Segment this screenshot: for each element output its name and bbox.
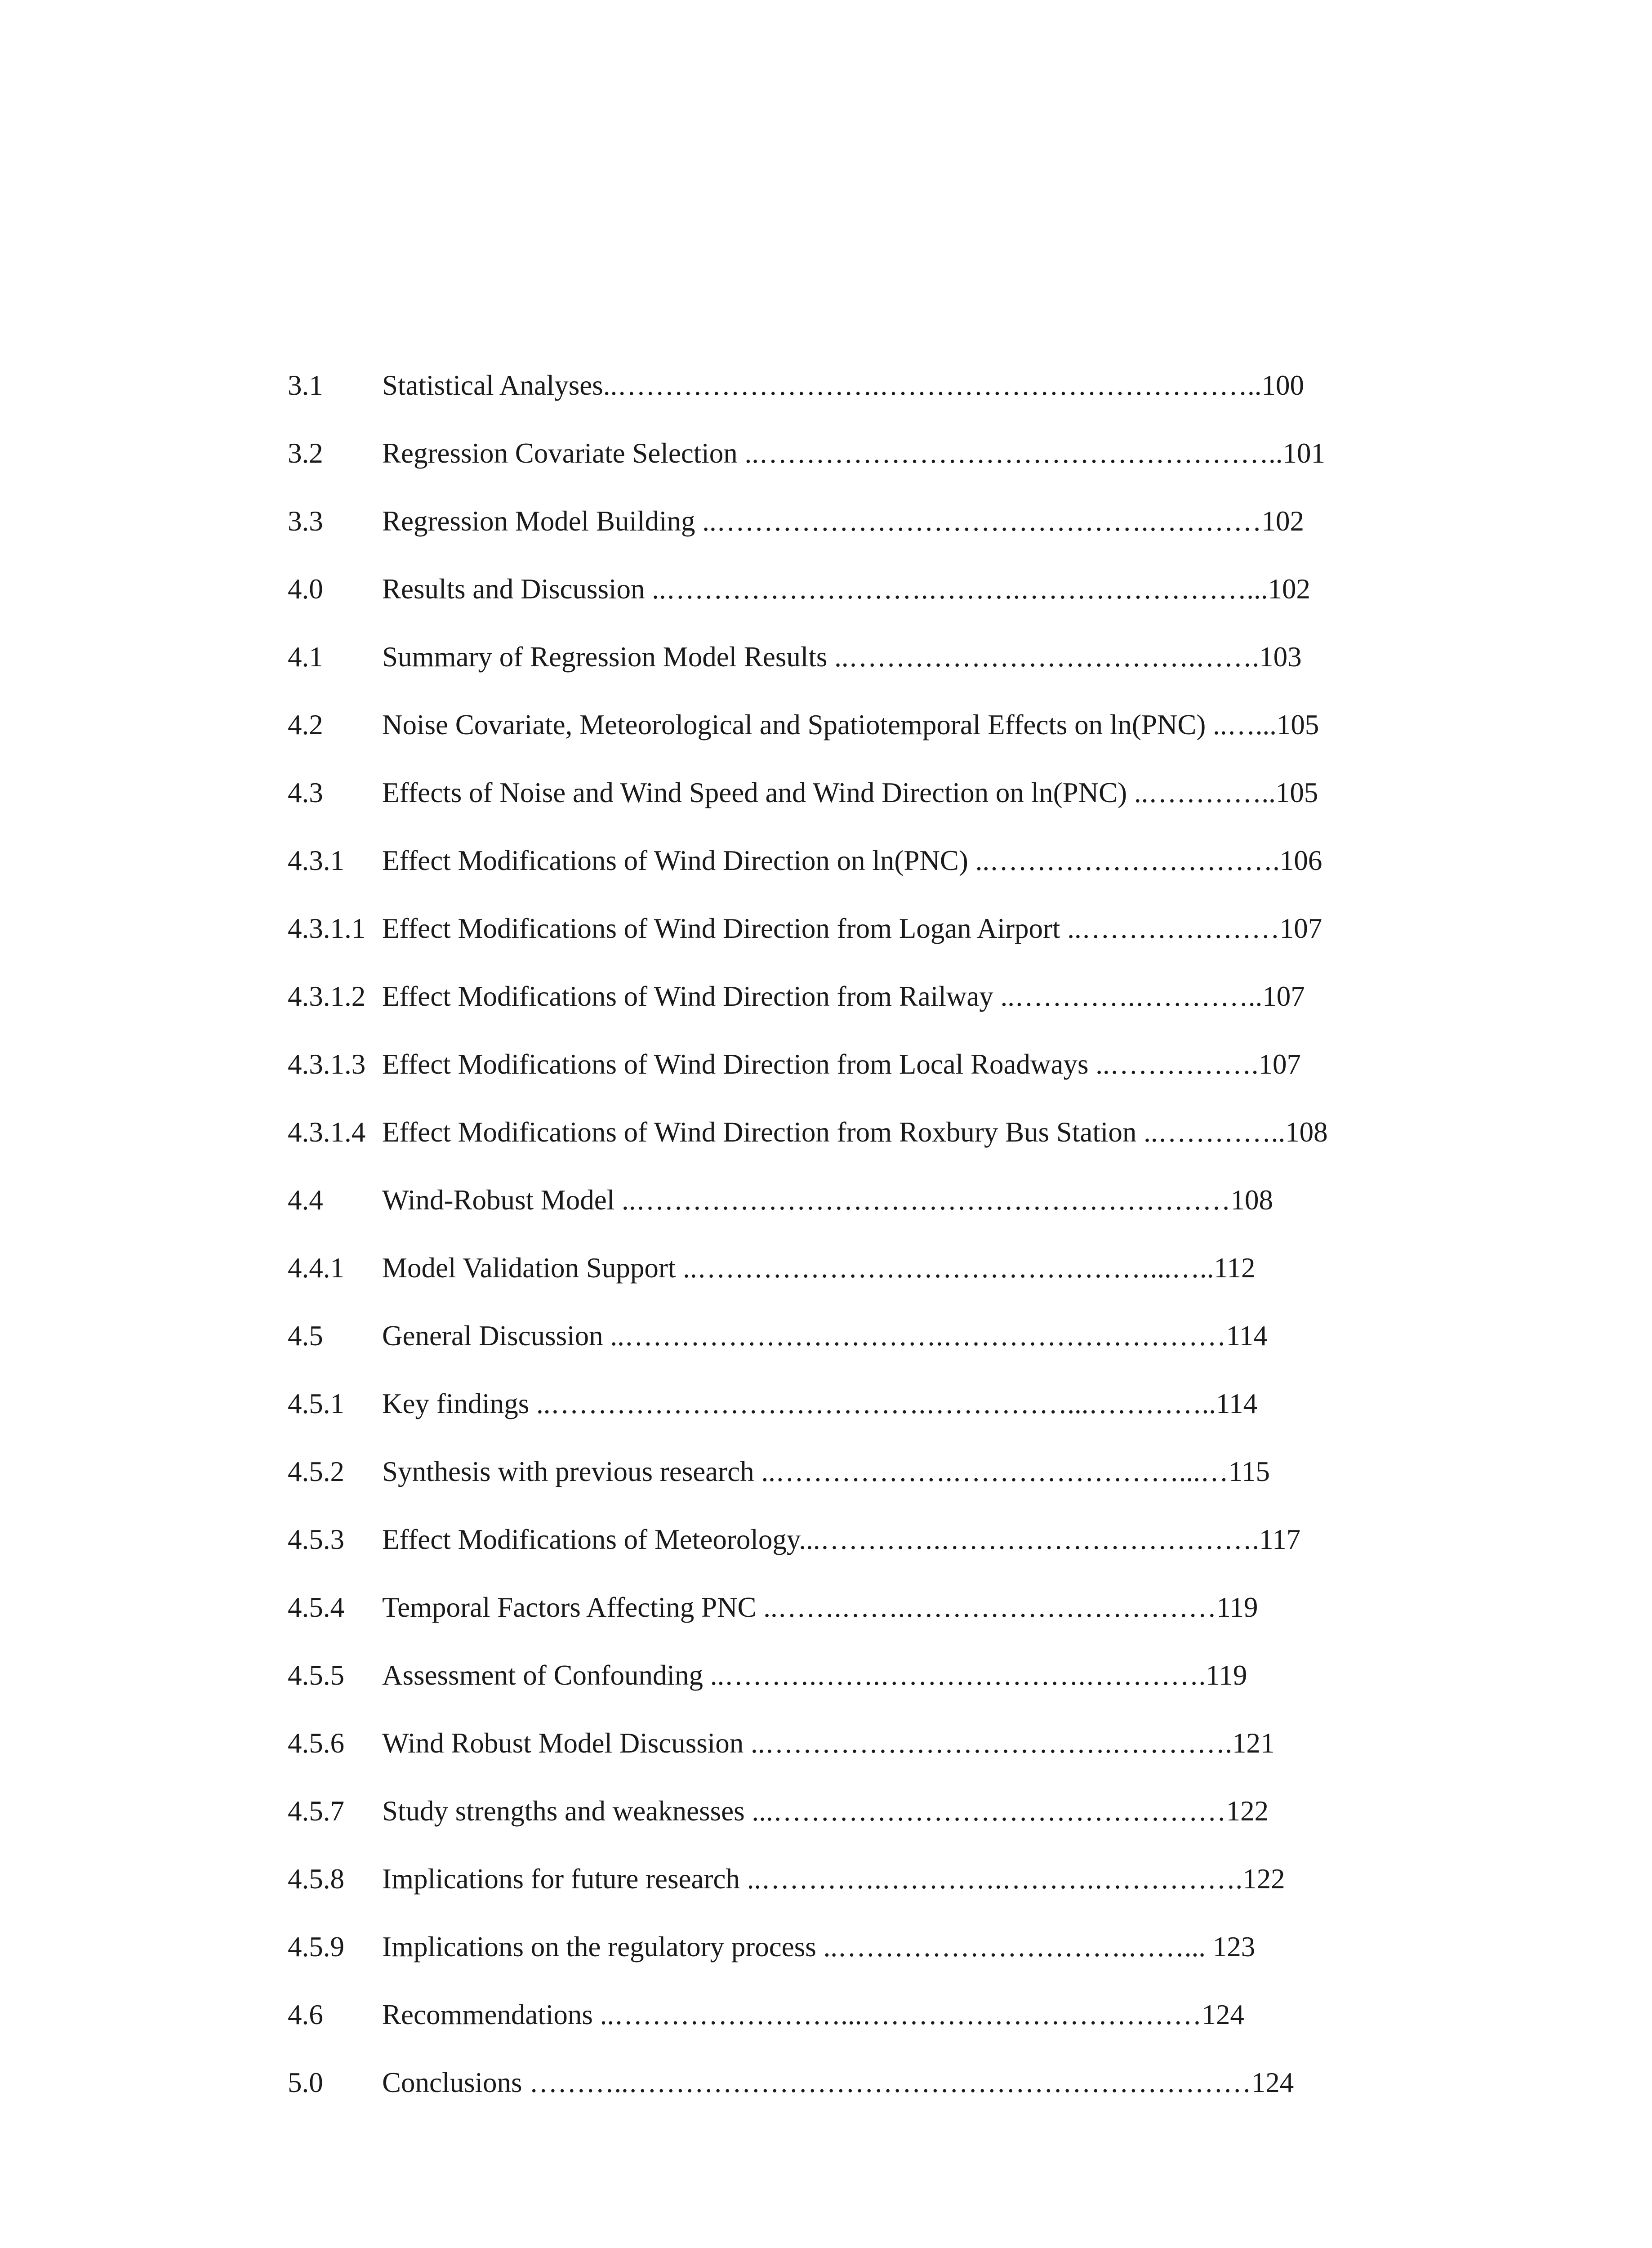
section-title-and-page: Summary of Regression Model Results ..……………………………….…….103 [382, 641, 1302, 673]
section-title-and-page: Assessment of Confounding ..……….…….………………….………….119 [382, 1659, 1247, 1691]
section-number: 4.4 [288, 1184, 323, 1216]
section-number: 4.5.7 [288, 1795, 344, 1827]
section-number: 4.5.3 [288, 1524, 344, 1555]
section-number: 4.3.1 [288, 845, 344, 876]
toc-entry [288, 1716, 1403, 1770]
section-number: 3.3 [288, 505, 323, 537]
section-number: 4.3 [288, 777, 323, 808]
section-title-and-page: Effect Modifications of Wind Direction on ln(PNC) ..………………………….106 [382, 845, 1322, 876]
toc-entry [288, 1988, 1403, 2042]
section-title-and-page: Regression Covariate Selection ..………………………………………………..101 [382, 437, 1326, 469]
section-title-and-page: Wind-Robust Model ..………………………………………………………108 [382, 1184, 1273, 1216]
section-number: 4.5.4 [288, 1592, 344, 1623]
toc-entry [288, 562, 1403, 616]
section-number: 4.3.1.2 [288, 981, 366, 1012]
toc-entry [288, 766, 1403, 820]
toc-entry [288, 630, 1403, 684]
toc-entry [288, 1580, 1403, 1634]
section-title-and-page: Effect Modifications of Wind Direction from Logan Airport ..…………………107 [382, 913, 1322, 944]
toc-entry [288, 1784, 1403, 1838]
toc-entry [288, 494, 1403, 548]
section-number: 4.5.1 [288, 1388, 344, 1419]
section-title-and-page: Conclusions ………..…………………………………………………………124 [382, 2067, 1294, 2098]
section-number: 4.5.5 [288, 1659, 344, 1691]
section-number: 4.2 [288, 709, 323, 740]
section-number: 4.4.1 [288, 1252, 344, 1284]
section-number: 4.6 [288, 1999, 323, 2030]
toc-entry [288, 1852, 1403, 1906]
section-number: 4.5 [288, 1320, 323, 1351]
section-title-and-page: Statistical Analyses..……………………….…………………………………..100 [382, 370, 1304, 401]
toc-entry [288, 1648, 1403, 1702]
toc-entry [288, 1037, 1403, 1091]
section-number: 5.0 [288, 2067, 323, 2098]
section-title-and-page: Effects of Noise and Wind Speed and Wind Direction on ln(PNC) ..…………..105 [382, 777, 1318, 808]
section-title-and-page: General Discussion ..…………………………….…………………………114 [382, 1320, 1268, 1351]
toc-entry [288, 1309, 1403, 1363]
section-number: 4.3.1.1 [288, 913, 366, 944]
section-number: 3.2 [288, 437, 323, 469]
section-number: 4.1 [288, 641, 323, 673]
toc-entry [288, 426, 1403, 480]
toc-entry [288, 1445, 1403, 1499]
section-title-and-page: Effect Modifications of Wind Direction from Railway ..………….…………..107 [382, 981, 1305, 1012]
toc-entry [288, 2056, 1403, 2110]
toc-entry [288, 1377, 1403, 1431]
section-number: 4.5.2 [288, 1456, 344, 1487]
section-number: 4.5.9 [288, 1931, 344, 1963]
section-title-and-page: Results and Discussion ..……………………….……….……………………...102 [382, 573, 1311, 605]
section-title-and-page: Effect Modifications of Meteorology...………….…………………………….117 [382, 1524, 1301, 1555]
toc-entry [288, 1173, 1403, 1227]
section-title-and-page: Implications on the regulatory process ..………………………….……... 123 [382, 1931, 1256, 1963]
section-title-and-page: Implications for future research ..………….………….……….…………….122 [382, 1863, 1285, 1895]
toc-entry [288, 834, 1403, 888]
section-number: 3.1 [288, 370, 323, 401]
section-title-and-page: Effect Modifications of Wind Direction from Local Roadways ..…………….107 [382, 1048, 1301, 1080]
section-number: 4.5.8 [288, 1863, 344, 1895]
toc-entry [288, 358, 1403, 412]
section-title-and-page: Effect Modifications of Wind Direction from Roxbury Bus Station ..…………..108 [382, 1116, 1328, 1148]
section-title-and-page: Recommendations ..……………………...………………………………124 [382, 1999, 1244, 2030]
toc-entry [288, 1920, 1403, 1974]
toc-entry [288, 1512, 1403, 1566]
section-title-and-page: Temporal Factors Affecting PNC ..…….…….……………………………119 [382, 1592, 1258, 1623]
section-number: 4.3.1.4 [288, 1116, 366, 1148]
section-number: 4.5.6 [288, 1727, 344, 1759]
toc-entry [288, 698, 1403, 752]
toc-entry [288, 969, 1403, 1023]
section-title-and-page: Wind Robust Model Discussion ..……………………………….………….121 [382, 1727, 1275, 1759]
section-title-and-page: Synthesis with previous research ..……………….……………………...…115 [382, 1456, 1270, 1487]
section-title-and-page: Study strengths and weaknesses ...…………………………………………122 [382, 1795, 1269, 1827]
section-title-and-page: Regression Model Building ..……………………………………….…………102 [382, 505, 1304, 537]
toc-entry [288, 901, 1403, 955]
section-title-and-page: Key findings ..………………………………….……………...…………..114 [382, 1388, 1258, 1419]
section-number: 4.3.1.3 [288, 1048, 366, 1080]
section-title-and-page: Noise Covariate, Meteorological and Spatiotemporal Effects on ln(PNC) ..…...105 [382, 709, 1319, 740]
toc-entry [288, 1241, 1403, 1295]
section-title-and-page: Model Validation Support ..…………………………………………...…..112 [382, 1252, 1256, 1284]
section-number: 4.0 [288, 573, 323, 605]
toc-entry [288, 1105, 1403, 1159]
